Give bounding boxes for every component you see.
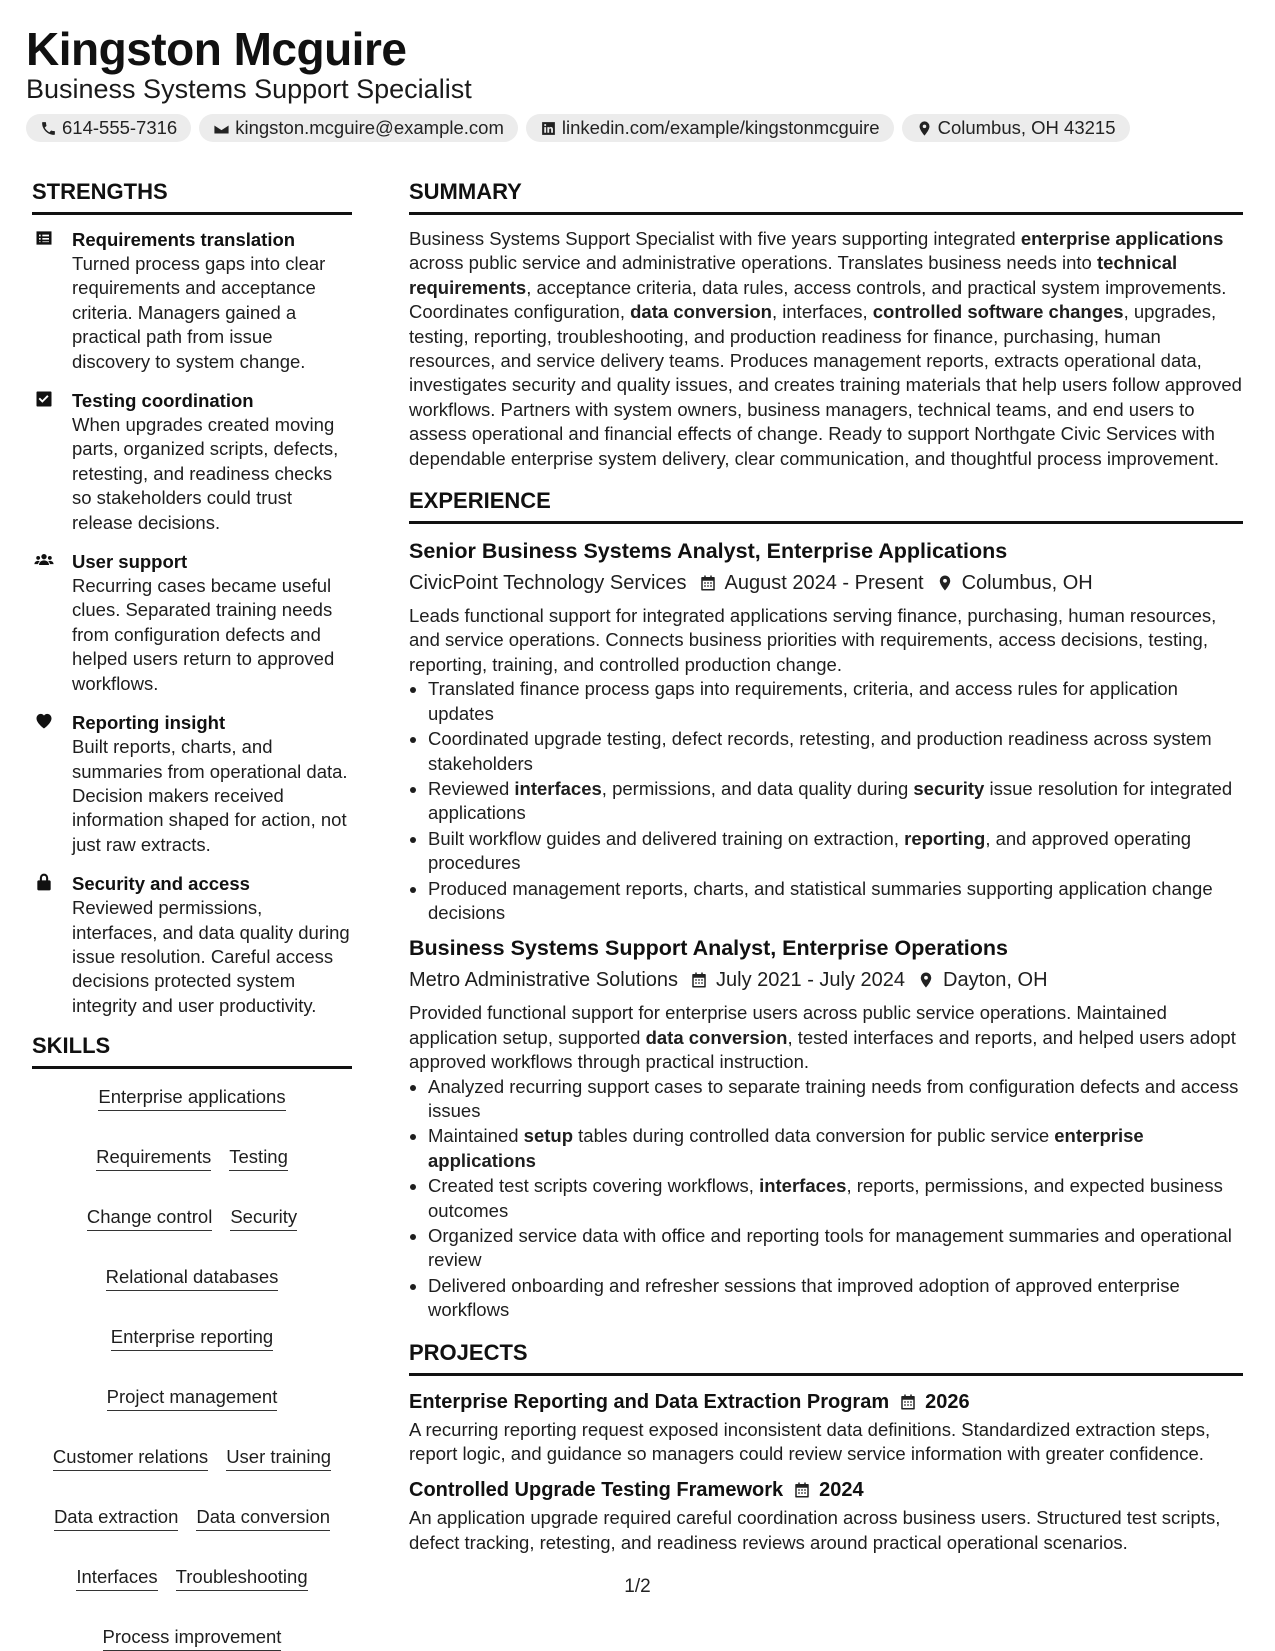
strength-desc: Recurring cases became useful clues. Separated training needs from configuration defects and helped users return to approved workflows. — [72, 575, 335, 694]
candidate-role: Business Systems Support Specialist — [26, 74, 472, 104]
strength-item — [32, 710, 352, 857]
strength-item — [32, 549, 352, 696]
calendar-icon — [690, 971, 708, 989]
job-bullet: • Coordinated upgrade testing, defect records, retesting, and production readiness across system stakeholders — [428, 727, 1243, 776]
job-bullet: • Maintained setup tables during controlled data conversion for public service enterprise applications — [428, 1124, 1243, 1173]
project-year: 2026 — [925, 1390, 970, 1413]
job-description: Provided functional support for enterprise users across public service operations. Maintained application setup, supported data conversion, tested interfaces and reports, and helped users adopt approved workflows through practical instruction. — [409, 1002, 1236, 1073]
job-bullet: • Created test scripts covering workflows, interfaces, reports, permissions, and expected business outcomes — [428, 1174, 1243, 1223]
project-entry — [409, 1476, 1243, 1555]
strength-title: Security and access — [72, 873, 250, 895]
contact-location[interactable] — [902, 114, 1130, 142]
skill-tag: Requirements — [96, 1145, 211, 1171]
job-title: Senior Business Systems Analyst, Enterprise Applications — [409, 539, 1008, 564]
project-title-row — [409, 1476, 1243, 1504]
skill-tag: Change control — [87, 1205, 212, 1231]
job-bullet: • Reviewed interfaces, permissions, and data quality during security issue resolution for integrated applications — [428, 777, 1243, 826]
envelope-icon — [213, 120, 230, 137]
candidate-name: Kingston Mcguire — [26, 23, 407, 75]
strength-item — [32, 388, 352, 535]
job-bullet: • Organized service data with office and reporting tools for management summaries and operational review — [428, 1224, 1243, 1273]
calendar-icon — [793, 1481, 811, 1499]
phone-icon — [40, 120, 57, 137]
projects-heading: PROJECTS — [409, 1339, 1243, 1376]
contact-email[interactable] — [199, 114, 518, 142]
strength-title: User support — [72, 551, 188, 573]
strength-title: Testing coordination — [72, 390, 254, 412]
contact-phone[interactable] — [26, 114, 191, 142]
skill-tag: Project management — [107, 1385, 278, 1411]
contact-email-text: kingston.mcguire@example.com — [235, 117, 504, 138]
strength-title: Reporting insight — [72, 712, 226, 734]
project-title: Enterprise Reporting and Data Extraction Program — [409, 1390, 890, 1413]
job-bullet: • Analyzed recurring support cases to separate training needs from configuration defects and access issues — [428, 1075, 1243, 1124]
job-entry — [409, 933, 1243, 1322]
skill-tag: User training — [226, 1445, 331, 1471]
job-bullets — [409, 1075, 1243, 1323]
heart-icon — [34, 711, 54, 731]
project-description: An application upgrade required careful coordination across business users. Structured test scripts, defect tracking, retesting, and readiness reviews around practical operational scenarios. — [409, 1507, 1221, 1553]
left-column — [32, 178, 352, 1651]
job-location: Dayton, OH — [943, 969, 1048, 992]
skills-list — [32, 1081, 352, 1651]
job-dates: August 2024 - Present — [724, 572, 924, 595]
job-bullet: • Produced management reports, charts, and statistical summaries supporting application change decisions — [428, 877, 1243, 926]
skill-tag: Interfaces — [76, 1565, 157, 1591]
job-meta — [409, 965, 1243, 995]
skills-heading: SKILLS — [32, 1032, 352, 1069]
skill-tag: Data extraction — [54, 1505, 178, 1531]
calendar-icon — [699, 574, 717, 592]
job-bullet: • Delivered onboarding and refresher sessions that improved adoption of approved enterprise workflows — [428, 1274, 1243, 1323]
skill-tag: Enterprise reporting — [111, 1325, 273, 1351]
job-dates: July 2021 - July 2024 — [716, 969, 906, 992]
location-pin-icon — [916, 120, 933, 137]
strength-title: Requirements translation — [72, 229, 296, 250]
list-card-icon — [34, 228, 54, 248]
skill-tag: Enterprise applications — [98, 1085, 285, 1111]
contact-phone-text: 614-555-7316 — [62, 117, 178, 138]
location-pin-icon — [936, 574, 954, 592]
contact-bar — [26, 114, 1130, 142]
project-year: 2024 — [819, 1479, 864, 1502]
skill-tag: Process improvement — [103, 1625, 282, 1651]
job-entry — [409, 536, 1243, 925]
job-bullet: • Translated finance process gaps into requirements, criteria, and access rules for application updates — [428, 677, 1243, 726]
experience-heading: EXPERIENCE — [409, 487, 1243, 524]
summary-text: Business Systems Support Specialist with five years supporting integrated enterprise applications across public service and administrative operations. Translates business needs into technical requirements, acceptance criteria, data rules, access controls, and practical system improvements. Coordinates configuration, data conversion, interfaces, controlled software changes, upgrades, testing, reporting, troubleshooting, and production readiness for finance, purchasing, human resources, and service delivery teams. Produces management reports, extracts operational data, investigates security and quality issues, and creates training materials that help users follow approved workflows. Partners with system owners, business managers, technical teams, and end users to assess operational and financial effects of change. Ready to support Northgate Civic Services with dependable enterprise system delivery, clear communication, and thoughtful process improvement. — [409, 228, 1242, 469]
strength-desc: When upgrades created moving parts, organized scripts, defects, retesting, and readiness checks so stakeholders could trust release decisions. — [72, 414, 339, 533]
strengths-heading: STRENGTHS — [32, 178, 352, 215]
project-entry — [409, 1388, 1243, 1467]
skill-tag: Customer relations — [53, 1445, 208, 1471]
project-title: Controlled Upgrade Testing Framework — [409, 1479, 784, 1502]
job-description: Leads functional support for integrated applications serving finance, purchasing, human resources, and service operations. Connects business priorities with requirements, access decisions, testing, reporting, training, and controlled production change. — [409, 605, 1217, 675]
strength-item — [32, 227, 352, 374]
skill-tag: Testing — [229, 1145, 288, 1171]
job-company: CivicPoint Technology Services — [409, 572, 687, 595]
job-location: Columbus, OH — [961, 572, 1093, 595]
skill-tag: Data conversion — [196, 1505, 330, 1531]
job-company: Metro Administrative Solutions — [409, 969, 679, 992]
strength-desc: Built reports, charts, and summaries from operational data. Decision makers received information shaped for action, not just raw extracts. — [72, 736, 348, 855]
linkedin-icon — [540, 120, 557, 137]
contact-linkedin[interactable] — [526, 114, 894, 142]
skill-tag: Security — [230, 1205, 297, 1231]
contact-linkedin-text: linkedin.com/example/kingstonmcguire — [561, 117, 880, 138]
skill-tag: Relational databases — [106, 1265, 279, 1291]
page-number: 1/2 — [624, 1576, 651, 1597]
job-meta — [409, 568, 1243, 598]
job-bullet: • Built workflow guides and delivered training on extraction, reporting, and approved operating procedures — [428, 827, 1243, 876]
contact-location-text: Columbus, OH 43215 — [937, 117, 1116, 138]
checkbox-icon — [34, 389, 54, 409]
strength-desc: Reviewed permissions, interfaces, and data quality during issue resolution. Careful access decisions protected system integrity and user productivity. — [72, 897, 350, 1016]
lock-icon — [34, 872, 54, 892]
summary-heading: SUMMARY — [409, 178, 1243, 215]
location-pin-icon — [917, 971, 935, 989]
strength-desc: Turned process gaps into clear requirements and acceptance criteria. Managers gained a practical path from issue discovery to system change. — [72, 253, 326, 372]
calendar-icon — [899, 1393, 917, 1411]
right-column — [409, 178, 1243, 1555]
strength-item — [32, 871, 352, 1018]
project-description: A recurring reporting request exposed inconsistent data definitions. Standardized extraction steps, report logic, and guidance so managers could review service information with greater confidence. — [409, 1418, 1211, 1465]
project-title-row — [409, 1388, 1243, 1416]
job-bullets — [409, 677, 1243, 925]
skill-tag: Troubleshooting — [176, 1565, 308, 1591]
users-icon — [34, 550, 54, 570]
job-title: Business Systems Support Analyst, Enterprise Operations — [409, 936, 1008, 961]
